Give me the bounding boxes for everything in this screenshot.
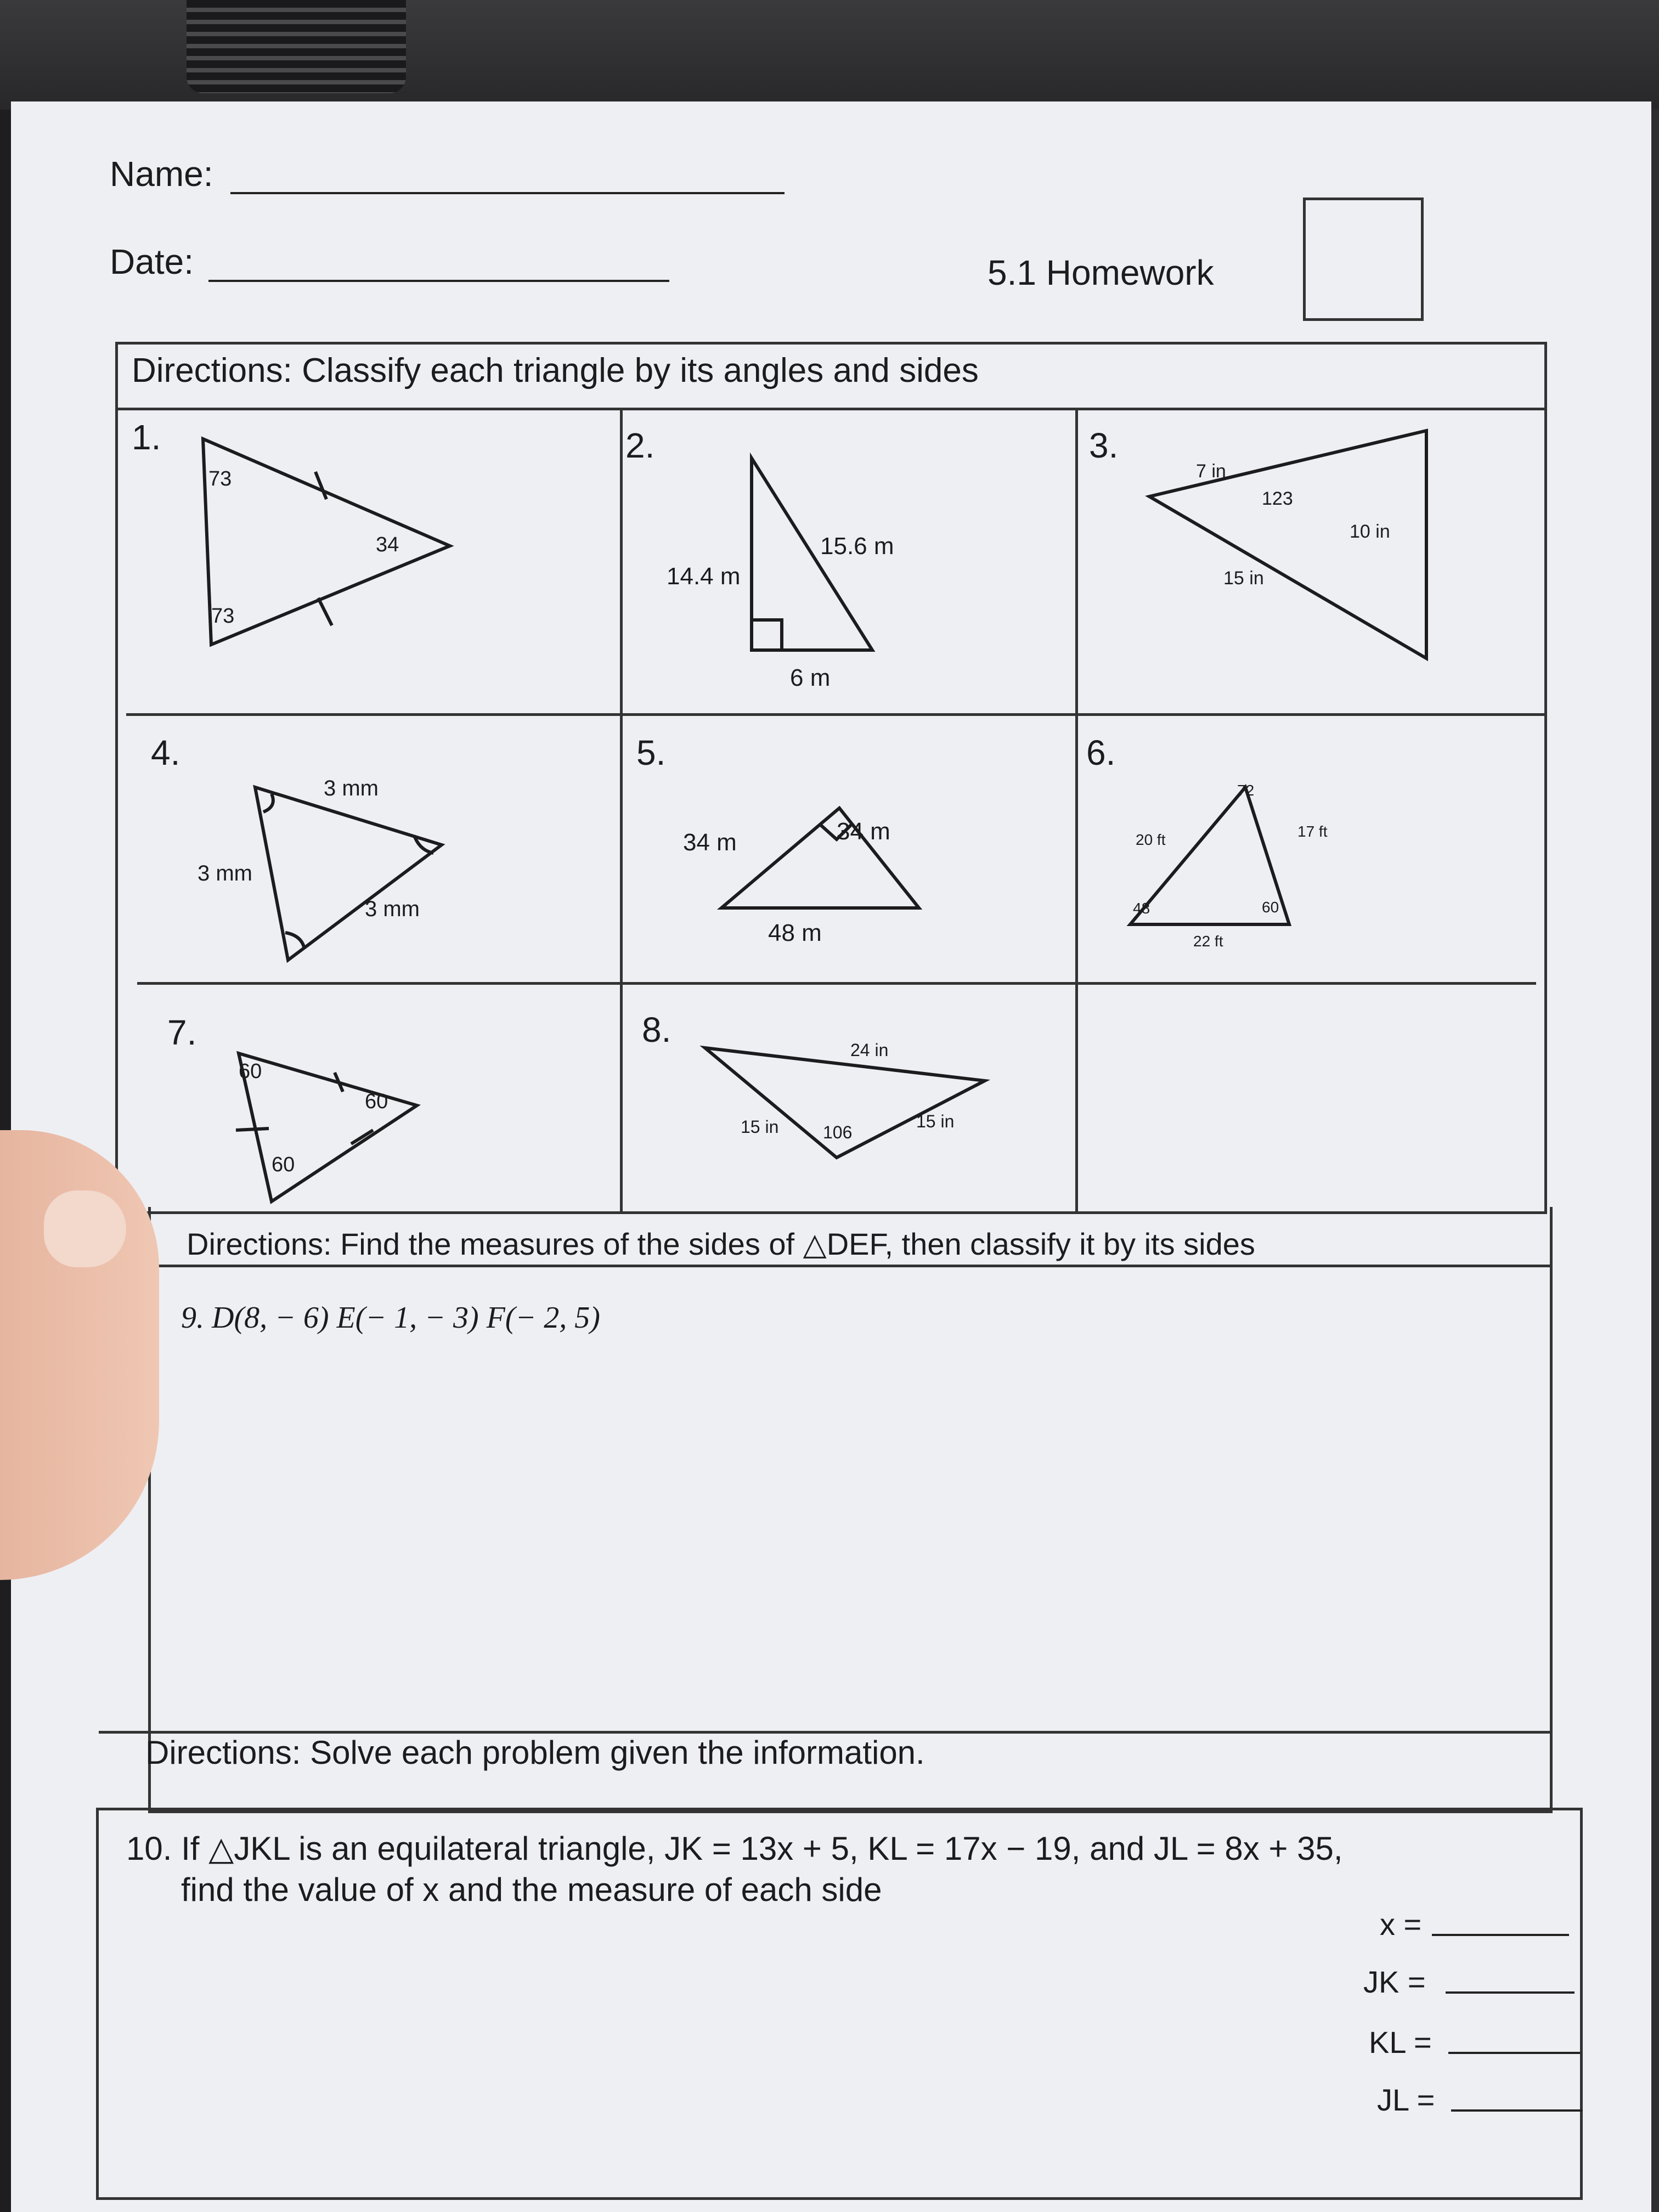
t1-angle-top: 73 <box>208 467 232 490</box>
directions-find-sides: Directions: Find the measures of the sides of △DEF, then classify it by its sides <box>187 1227 1255 1261</box>
t4-side-left: 3 mm <box>198 861 252 885</box>
t3-side-bottom: 15 in <box>1223 568 1264 589</box>
triangle-3 <box>1149 431 1426 658</box>
answer-jl-label: JL = <box>1377 2083 1435 2117</box>
t8-side-right: 15 in <box>916 1111 955 1131</box>
triangle-4 <box>255 787 442 960</box>
answer-kl-blank[interactable] <box>1448 2052 1580 2054</box>
answer-jk-label: JK = <box>1363 1965 1426 1999</box>
answer-kl-label: KL = <box>1369 2025 1432 2059</box>
thumbnail <box>44 1190 126 1267</box>
t6-angle-left: 48 <box>1133 900 1150 917</box>
t7-angle-bottom: 60 <box>272 1153 295 1176</box>
directions-classify: Directions: Classify each triangle by its angles and sides <box>132 352 979 390</box>
t7-angle-right: 60 <box>365 1090 388 1113</box>
problem-6-number: 6. <box>1086 733 1116 772</box>
directions-solve: Directions: Solve each problem given the information. <box>145 1734 925 1771</box>
t6-side-bottom: 22 ft <box>1193 933 1223 950</box>
t2-side-hyp: 15.6 m <box>820 533 894 560</box>
problem-10-line-1: 10. If △JKL is an equilateral triangle, JK = 13x + 5, KL = 17x − 19, and JL = 8x + 35, <box>126 1830 1343 1867</box>
t8-angle: 106 <box>823 1122 853 1142</box>
answer-x-label: x = <box>1380 1907 1422 1942</box>
section-2-frame <box>148 1207 1553 1813</box>
problem-2-number: 2. <box>625 426 655 465</box>
problem-7-number: 7. <box>167 1013 197 1052</box>
t8-side-left: 15 in <box>741 1117 779 1137</box>
t1-angle-right: 34 <box>376 533 399 556</box>
problem-5-number: 5. <box>636 733 666 772</box>
t1-angle-bottom: 73 <box>211 605 235 628</box>
t6-side-left: 20 ft <box>1136 831 1166 848</box>
worksheet <box>11 101 1651 2212</box>
answer-jl-blank[interactable] <box>1451 2109 1583 2112</box>
t8-side-top: 24 in <box>850 1040 889 1060</box>
t5-side-left: 34 m <box>683 829 737 856</box>
t4-side-bottom: 3 mm <box>365 897 420 921</box>
worksheet-title: 5.1 Homework <box>988 253 1214 292</box>
answer-jk-blank[interactable] <box>1446 1991 1575 1994</box>
name-label: Name: <box>110 154 213 194</box>
triangle-figures <box>11 101 1651 1254</box>
date-label: Date: <box>110 242 194 281</box>
t4-side-top: 3 mm <box>324 776 379 800</box>
air-vent <box>187 0 406 93</box>
answer-x-blank[interactable] <box>1432 1934 1569 1936</box>
t3-side-right: 10 in <box>1350 521 1390 542</box>
t5-side-bottom: 48 m <box>768 919 822 946</box>
problem-10-line-2: find the value of x and the measure of each side <box>181 1871 882 1908</box>
t6-side-right: 17 ft <box>1297 823 1328 840</box>
t5-side-right: 34 m <box>837 818 890 845</box>
problem-1-number: 1. <box>132 417 161 457</box>
t2-side-left: 14.4 m <box>667 563 741 590</box>
problem-9: 9. D(8, − 6) E(− 1, − 3) F(− 2, 5) <box>181 1301 600 1335</box>
problem-8-number: 8. <box>642 1010 672 1049</box>
t6-angle-top: 72 <box>1237 782 1255 799</box>
t3-side-top: 7 in <box>1196 461 1226 482</box>
t2-side-bottom: 6 m <box>790 664 831 691</box>
t7-angle-top: 60 <box>239 1060 262 1083</box>
problem-3-number: 3. <box>1089 426 1119 465</box>
t6-angle-right: 60 <box>1262 899 1279 916</box>
problem-4-number: 4. <box>151 733 180 772</box>
t3-angle: 123 <box>1262 488 1293 509</box>
